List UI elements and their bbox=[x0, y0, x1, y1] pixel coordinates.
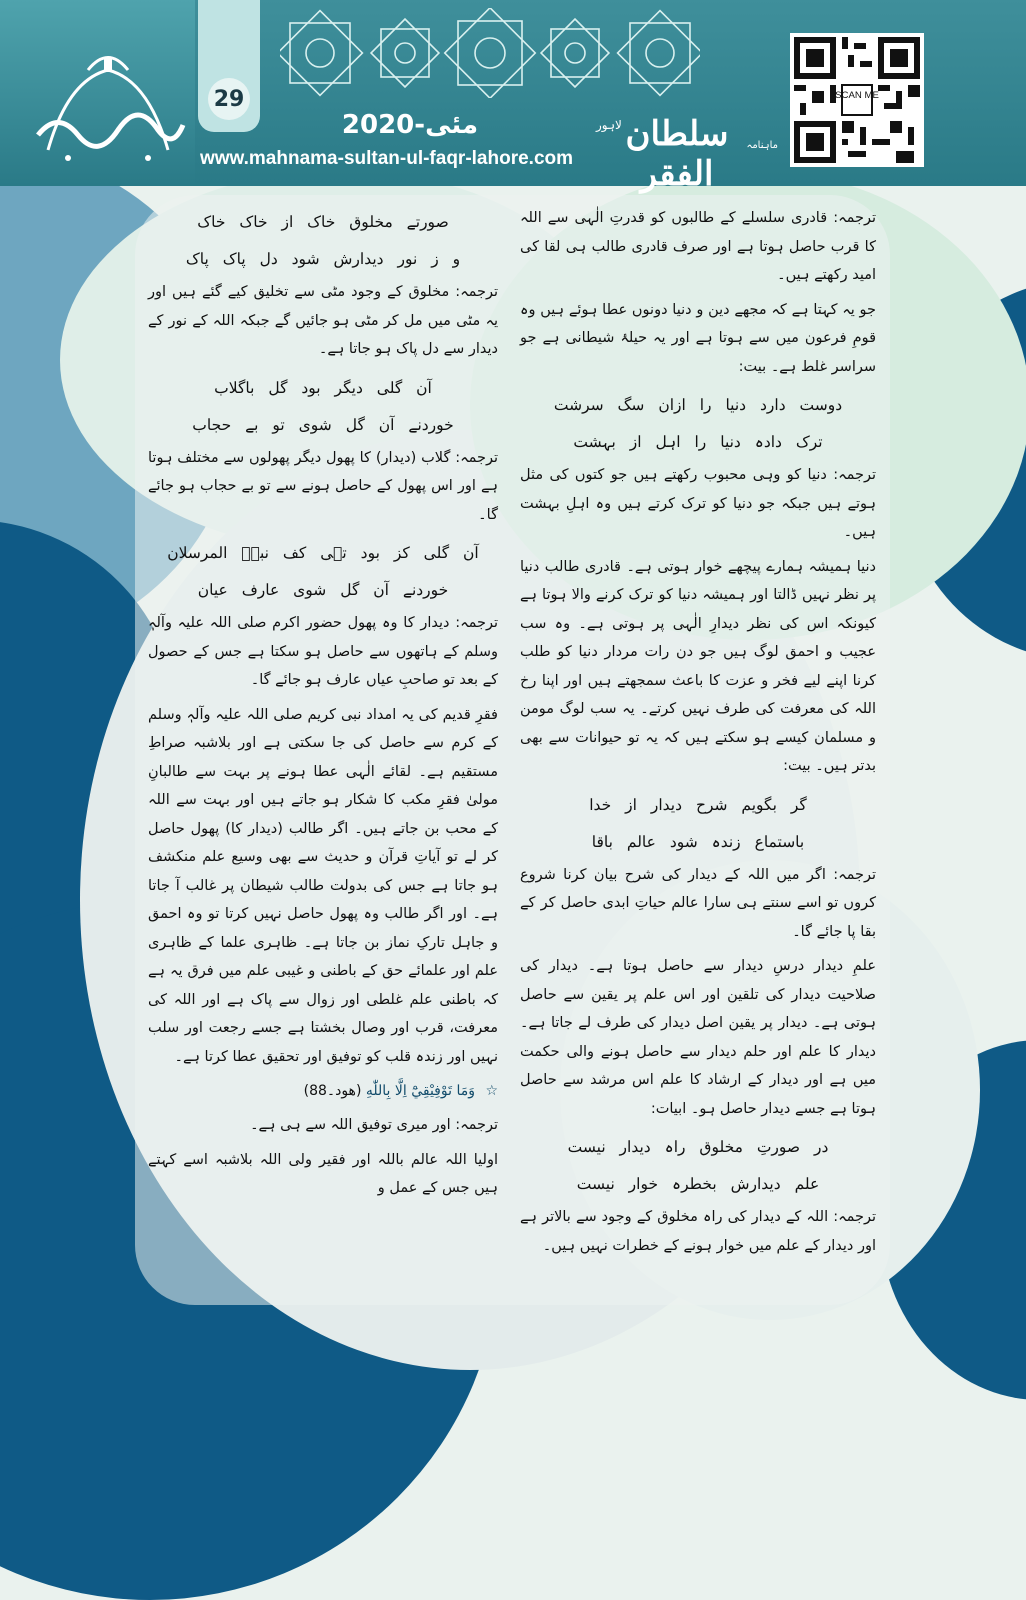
paragraph: ترجمہ: گلاب (دیدار) کا پھول دیگر پھولوں سے مختلف ہوتا ہے اور اس پھول کے حاصل ہونے سے تو بے حجاب ہو جائے گا۔ bbox=[148, 449, 498, 523]
paragraph: علمِ دیدار درسِ دیدار سے حاصل ہوتا ہے۔ دیدار کی صلاحیت دیدار کی تلقین اور اس علم پر یقین سے حاصل ہوتی ہے۔ دیدار پر یقین اصل دیدار کی طرف لے جاتا ہے۔ دیدار کا علم اور حلم دیدار سے حاصل ہونے والی حکمت میں ہے اور دیدار کے ارشاد کا علم اس مرشد سے حاصل ہوتا ہے جسے دیدار حاصل ہو۔ ابیات: bbox=[520, 958, 876, 1117]
paragraph: اولیا اللہ عالم باللہ اور فقیر ولی اللہ بلاشبہ اسے کہتے ہیں جس کے عمل و bbox=[148, 1151, 498, 1196]
persian-verse: باستماع زندہ شود عالم باقا bbox=[591, 832, 805, 851]
persian-verse: ترک دادہ دنیا را اہل از بہشت bbox=[573, 433, 823, 451]
paragraph: ترجمہ: مخلوق کے وجود مٹی سے تخلیق کیے گئے ہیں اور یہ مٹی میں مل کر مٹی ہو جائیں گے جبکہ اللہ کے نور کے دیدار سے دل پاک ہو جاتا ہے۔ bbox=[148, 284, 498, 357]
qr-code-icon bbox=[794, 37, 920, 163]
persian-verse: خوردنے آن گل شوی تو بے حجاب bbox=[192, 415, 454, 434]
ramadan-kareem-logo bbox=[28, 40, 188, 170]
persian-verse: خوردنے آن گل شوی عارف عیان bbox=[197, 581, 449, 599]
islamic-star-pattern bbox=[280, 8, 700, 98]
qr-code[interactable] bbox=[790, 33, 924, 167]
page-number: 29 bbox=[208, 78, 250, 120]
article-column-right bbox=[520, 204, 876, 1266]
quran-verse bbox=[148, 1077, 498, 1105]
masthead-title: سلطان الفقر bbox=[625, 114, 729, 194]
quran-reference: (ھود۔88) bbox=[303, 1083, 362, 1099]
magazine-masthead bbox=[592, 112, 782, 194]
paragraph: دنیا ہمیشہ ہمارے پیچھے خوار ہوتی ہے۔ قادری طالب دنیا پر نظر نہیں ڈالتا اور ہمیشہ دنیا کو ترک کرنے والا ہوتا ہے کیونکہ اس کی نظر دیدارِ الٰہی پر ہوتی ہے۔ وہ سب عجیب و احمق لوگ ہیں جو دن رات مردار دنیا کو طلب کرنا اپنے لیے فخر و عزت کا باعث سمجھتے ہیں اور اپنا رخ اللہ کی معرفت کی طرف نہیں کرتے۔ یہ سب لوگ مومن و مسلمان کیسے ہو سکتے ہیں کہ یہ تو حیوانات سے بھی بدتر ہیں۔ بیت: bbox=[520, 558, 876, 774]
paragraph: ترجمہ: دیدار کا وہ پھول حضور اکرم صلی اللہ علیہ وآلہٖ وسلم کے ہاتھوں سے حاصل ہو سکتا ہے جس کے حصول کے بعد تو صاحبِ عیاں عارف ہو جائے گا۔ bbox=[148, 615, 498, 688]
paragraph: ترجمہ: اور میری توفیق اللہ سے ہی ہے۔ bbox=[250, 1117, 498, 1133]
paragraph: ترجمہ: قادری سلسلے کے طالبوں کو قدرتِ الٰہی سے اللہ کا قرب حاصل ہوتا ہے اور صرف قادری طالب ہی لقا کی امید رکھتے ہیں۔ bbox=[520, 210, 876, 283]
website-url[interactable]: www.mahnama-sultan-ul-faqr-lahore.com bbox=[200, 148, 574, 169]
persian-verse: دوست دارد دنیا را ازان سگ سرشت bbox=[553, 396, 843, 414]
quran-arabic: وَمَا تَوْفِيْقِيْٓ اِلَّا بِاللّٰهِ bbox=[365, 1083, 475, 1099]
persian-verse: صورتے مخلوق خاک از خاک خاک bbox=[197, 213, 449, 231]
masthead-prefix: ماہنامہ bbox=[746, 140, 778, 151]
persian-verse: علم دیدارش بخطرہ خوار نیست bbox=[576, 1175, 820, 1193]
persian-verse: و ز نور دیدارش شود دل پاک پاک bbox=[185, 250, 461, 268]
paragraph: ترجمہ: اللہ کے دیدار کی راہ مخلوق کے وجود سے بالاتر ہے اور دیدار کے علم میں خوار ہونے کے خطرات نہیں ہیں۔ bbox=[520, 1209, 876, 1254]
paragraph: فقرِ قدیم کی یہ امداد نبی کریم صلی اللہ علیہ وآلہٖ وسلم کے کرم سے حاصل کی جا سکتی ہے اور بلاشبہ صراطِ مستقیم ہے۔ لقائے الٰہی عطا ہونے پر بہت سے طالبانِ مولیٰ فقرِ مکب کا شکار ہو جاتے ہیں اور بہت سے اللہ کے محب بن جاتے ہیں۔ اگر طالب (دیدار کا) پھول حاصل کر لے تو آیاتِ قرآن و حدیث سے بھی وسیع علم منکشف ہو جاتا ہے جس کی بدولت طالب شیطان پر غالب آ جاتا ہے۔ اور اگر طالب وہ پھول حاصل نہیں کرتا تو وہ احمق و جاہل تارکِ نماز بن جاتا ہے۔ ظاہری علما کے ظاہری علم اور علمائے حق کے باطنی و غیبی علم میں فرق یہ ہے کہ باطنی علم غلطی اور زوال سے پاک ہے اور اللہ کی معرفت، قرب اور وصال بخشتا ہے جسے رجعت اور سلب نہیں اور زندہ قلب کو توفیق اور تحقیق عطا کرتا ہے۔ bbox=[148, 706, 498, 1065]
persian-verse: آن گلی کز بود تہی کف نبیؐ المرسلان bbox=[167, 544, 479, 562]
persian-verse: در صورتِ مخلوق راہ دیدار نیست bbox=[567, 1138, 829, 1156]
masthead-city: لاہور bbox=[596, 118, 622, 132]
paragraph: جو یہ کہتا ہے کہ مجھے دین و دنیا دونوں عطا ہوئے ہیں وہ قومِ فرعون میں سے ہوتا ہے اور یہ حیلۂ شیطانی ہے جو سراسر غلط ہے۔ بیت: bbox=[520, 301, 876, 375]
issue-date: مئی-2020 bbox=[341, 110, 479, 140]
article-column-left bbox=[148, 204, 498, 1209]
paragraph: ترجمہ: دنیا کو وہی محبوب رکھتے ہیں جو کتوں کی مثل ہوتے ہیں جبکہ جو دنیا کو ترک کرتے ہیں وہ اہلِ بہشت ہیں۔ bbox=[520, 467, 876, 540]
persian-verse: گر بگویم شرح دیدار از خدا bbox=[589, 795, 807, 814]
star-icon: ☆ bbox=[485, 1083, 498, 1099]
paragraph: ترجمہ: اگر میں اللہ کے دیدار کی شرح بیان کرنا شروع کروں تو اسے سنتے ہی سارا عالم حیاتِ ابدی حاصل کر کے بقا پا جائے گا۔ bbox=[520, 866, 876, 940]
svg-text:SCAN ME: SCAN ME bbox=[835, 90, 879, 102]
persian-verse: آن گلی دیگر بود گل باگلاب bbox=[214, 378, 432, 397]
